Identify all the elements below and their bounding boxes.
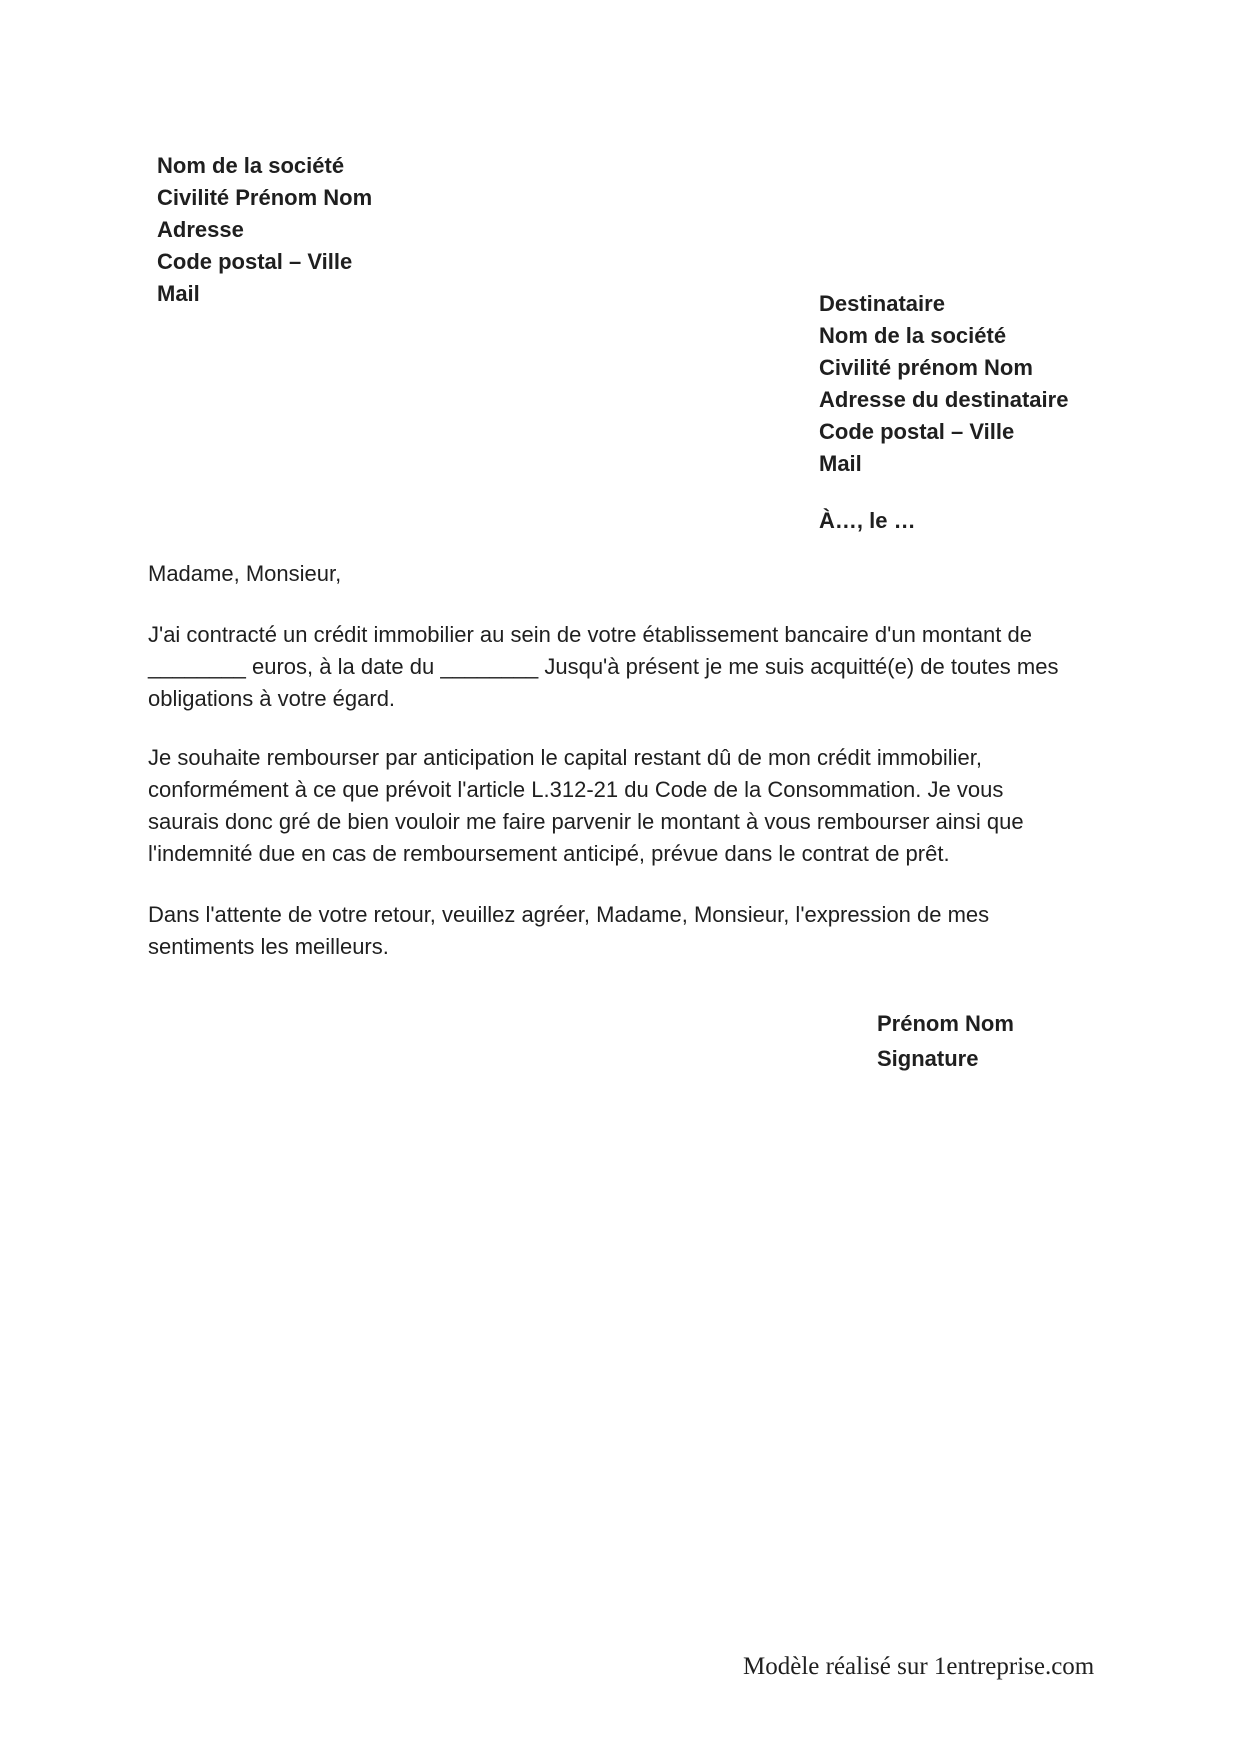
paragraph-early-repayment-request	[148, 742, 1024, 870]
recipient-label: Destinataire	[819, 291, 945, 316]
recipient-name: Civilité prénom Nom	[819, 355, 1033, 380]
place-date-line: À…, le …	[819, 508, 916, 533]
sender-mail: Mail	[157, 281, 200, 306]
text-line: obligations à votre égard.	[148, 686, 396, 711]
text-line: saurais donc gré de bien vouloir me faire parvenir le montant à vous rembourser ainsi que	[148, 809, 1024, 834]
text-line: sentiments les meilleurs.	[148, 934, 389, 959]
salutation: Madame, Monsieur,	[148, 561, 342, 586]
signature-label: Signature	[877, 1046, 979, 1071]
recipient-address-block	[819, 288, 1068, 480]
sender-address-block	[157, 150, 372, 310]
recipient-company: Nom de la société	[819, 323, 1007, 348]
sender-street: Adresse	[157, 217, 244, 242]
text-line: Je souhaite rembourser par anticipation le capital restant dû de mon crédit immobilier,	[148, 745, 982, 770]
recipient-street: Adresse du destinataire	[819, 387, 1069, 412]
sender-company: Nom de la société	[157, 153, 345, 178]
recipient-mail: Mail	[819, 451, 862, 476]
text-line: ________ euros, à la date du ________ Jusqu'à présent je me suis acquitté(e) de toutes mes	[148, 654, 1059, 679]
signature-block	[877, 1006, 1014, 1076]
sender-name: Civilité Prénom Nom	[157, 185, 373, 210]
signature-name: Prénom Nom	[877, 1011, 1014, 1036]
sender-postal-city: Code postal – Ville	[157, 249, 353, 274]
paragraph-credit-contracted	[148, 619, 1058, 715]
text-line: l'indemnité due en cas de remboursement anticipé, prévue dans le contrat de prêt.	[148, 841, 950, 866]
paragraph-closing-formula	[148, 899, 989, 963]
recipient-postal-city: Code postal – Ville	[819, 419, 1015, 444]
text-line: Dans l'attente de votre retour, veuillez agréer, Madame, Monsieur, l'expression de mes	[148, 902, 990, 927]
footer-credit: Modèle réalisé sur 1entreprise.com	[743, 1653, 1095, 1680]
text-line: conformément à ce que prévoit l'article L.312-21 du Code de la Consommation. Je vous	[148, 777, 1004, 802]
text-line: J'ai contracté un crédit immobilier au sein de votre établissement bancaire d'un montant de	[148, 622, 1032, 647]
